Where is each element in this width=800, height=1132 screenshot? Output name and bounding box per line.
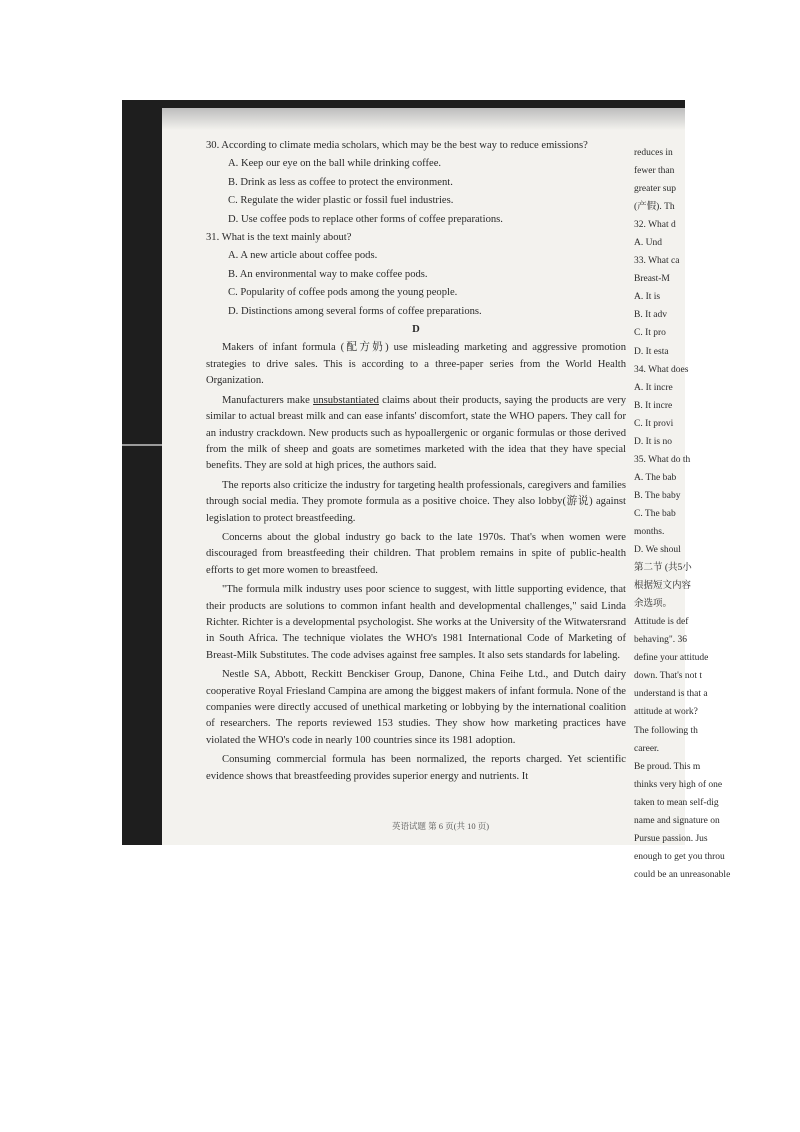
right-column-line: 32. What d bbox=[634, 220, 676, 231]
right-column-line: D. It esta bbox=[634, 346, 669, 357]
right-column-line: define your attitude bbox=[634, 653, 709, 664]
page-fold-line bbox=[122, 444, 162, 446]
right-column-line: behaving". 36 bbox=[634, 635, 687, 646]
q30-option-b: B. Drink as less as coffee to protect the environment. bbox=[228, 176, 453, 188]
right-column-line: could be an unreasonable bbox=[634, 869, 731, 880]
paper-sheet bbox=[162, 108, 731, 880]
q30-option-a: A. Keep our eye on the ball while drinking coffee. bbox=[228, 158, 442, 170]
right-column-cutoff bbox=[634, 144, 731, 884]
main-column bbox=[206, 138, 626, 788]
q31-option-b: B. An environmental way to make coffee pods. bbox=[228, 268, 428, 280]
right-column-line: D. It is no bbox=[634, 436, 672, 447]
right-column-line: C. It provi bbox=[634, 418, 674, 429]
right-column-line: A. Und bbox=[634, 238, 662, 249]
underlined-word: unsubstantiated bbox=[313, 394, 379, 406]
right-column-line: A. The bab bbox=[634, 472, 677, 483]
right-column-line: B. The baby bbox=[634, 490, 681, 501]
right-column-line: 35. What do th bbox=[634, 454, 691, 465]
passage-paragraph-7: Consuming commercial formula has been normalized, the reports charged. Yet scientific evidence shows that breastfeeding provides superior energy and nutrients. It bbox=[206, 754, 626, 782]
right-column-line: B. It incre bbox=[634, 400, 673, 411]
right-column-line: 根据短文内容 bbox=[634, 581, 692, 592]
p2-text-rest: claims about their products, saying the products are very similar to actual breast milk and can ease infants' discomfort, state the WHO papers. They call for an industry crackdown. New products such as hypoallergenic or organic formulas or those derived from the milk of sheep and goats are sometimes marketed with the idea that they have special benefits. They are sold at high prices, the authors said. bbox=[206, 394, 626, 472]
right-column-line: thinks very high of one bbox=[634, 779, 723, 790]
right-column-line: (产假). Th bbox=[634, 202, 675, 213]
q31-option-d: D. Distinctions among several forms of coffee preparations. bbox=[228, 305, 482, 317]
right-column-line: Breast-M bbox=[634, 274, 670, 285]
question-30-stem: 30. According to climate media scholars, which may be the best way to reduce emissions? bbox=[206, 140, 588, 151]
passage-paragraph-6: Nestle SA, Abbott, Reckitt Benckiser Group, Danone, China Feihe Ltd., and Dutch dairy cooperative Royal Friesland Campina are among the biggest makers of infant formula. None of the companies were directly accused of unethical marketing or lobbying by the international coalition of researchers. The reports reviewed 153 studies. They show how marketing practices have violated the WHO's code in nearly 100 countries since its 1981 adoption. bbox=[206, 669, 626, 746]
right-column-line: down. That's not t bbox=[634, 671, 703, 682]
right-column-line: 34. What does bbox=[634, 364, 689, 375]
passage-paragraph-2 bbox=[206, 393, 626, 475]
right-column-line: Be proud. This m bbox=[634, 761, 701, 772]
scanned-page bbox=[122, 100, 731, 880]
right-column-line: career. bbox=[634, 743, 660, 754]
page-footer: 英语试题 第 6 页(共 10 页) bbox=[392, 821, 490, 831]
right-column-line: 33. What ca bbox=[634, 256, 680, 267]
passage-paragraph-5: "The formula milk industry uses poor science to suggest, with little supporting evidence, that their products are solutions to common infant health and developmental challenges," said Linda Richter. Richter is a developmental psychologist. She works at the University of the Witwatersrand in South Africa. The technique violates the WHO's 1981 International Code of Marketing of Breast-Milk Substitutes. The code advises against free samples. It also sets standards for labeling. bbox=[206, 584, 626, 661]
passage-paragraph-4: Concerns about the global industry go back to the late 1970s. That's when women were discouraged from breastfeeding their children. That problem remains in spite of public-health efforts to get more women to breastfeed. bbox=[206, 531, 626, 576]
right-column-line: A. It incre bbox=[634, 382, 673, 393]
right-column-line: 余选项。 bbox=[634, 599, 673, 610]
right-column-line: name and signature on bbox=[634, 815, 720, 826]
question-31-stem: 31. What is the text mainly about? bbox=[206, 232, 352, 244]
right-column-line: taken to mean self-dig bbox=[634, 797, 719, 808]
right-column-line: Pursue passion. Jus bbox=[634, 833, 708, 844]
passage-paragraph-1: Makers of infant formula (配方奶) use misleading marketing and aggressive promotion strategies to drive sales. This is according to a three-paper series from the World Health Organization. bbox=[206, 342, 626, 387]
right-column-line: D. We shoul bbox=[634, 545, 681, 556]
q31-option-a: A. A new article about coffee pods. bbox=[228, 250, 378, 262]
q30-option-c: C. Regulate the wider plastic or fossil fuel industries. bbox=[228, 195, 454, 207]
section-d-heading: D bbox=[412, 324, 420, 336]
right-column-line: months. bbox=[634, 526, 665, 537]
right-column-line: reduces in bbox=[634, 148, 673, 158]
passage-paragraph-3: The reports also criticize the industry for targeting health professionals, caregivers and families through social media. They promote formula as a positive choice. They also lobby(游说) against legislation to protect breastfeeding. bbox=[206, 479, 626, 524]
right-column-line: C. The bab bbox=[634, 508, 676, 519]
right-column-line: enough to get you throu bbox=[634, 851, 725, 862]
right-column-line: understand is that a bbox=[634, 689, 708, 700]
right-column-line: A. It is bbox=[634, 292, 661, 303]
right-column-line: B. It adv bbox=[634, 310, 667, 321]
right-column-line: Attitude is def bbox=[634, 617, 689, 628]
right-column-line: attitude at work? bbox=[634, 707, 698, 718]
q31-option-c: C. Popularity of coffee pods among the young people. bbox=[228, 287, 458, 299]
right-column-line: greater sup bbox=[634, 184, 676, 195]
right-column-line: 第二节 (共5小 bbox=[634, 563, 692, 574]
right-column-line: C. It pro bbox=[634, 328, 666, 339]
right-column-line: The following th bbox=[634, 725, 698, 736]
p2-text-start: Manufacturers make bbox=[222, 394, 314, 406]
right-column-line: fewer than bbox=[634, 166, 675, 177]
q30-option-d: D. Use coffee pods to replace other forms of coffee preparations. bbox=[228, 213, 503, 225]
